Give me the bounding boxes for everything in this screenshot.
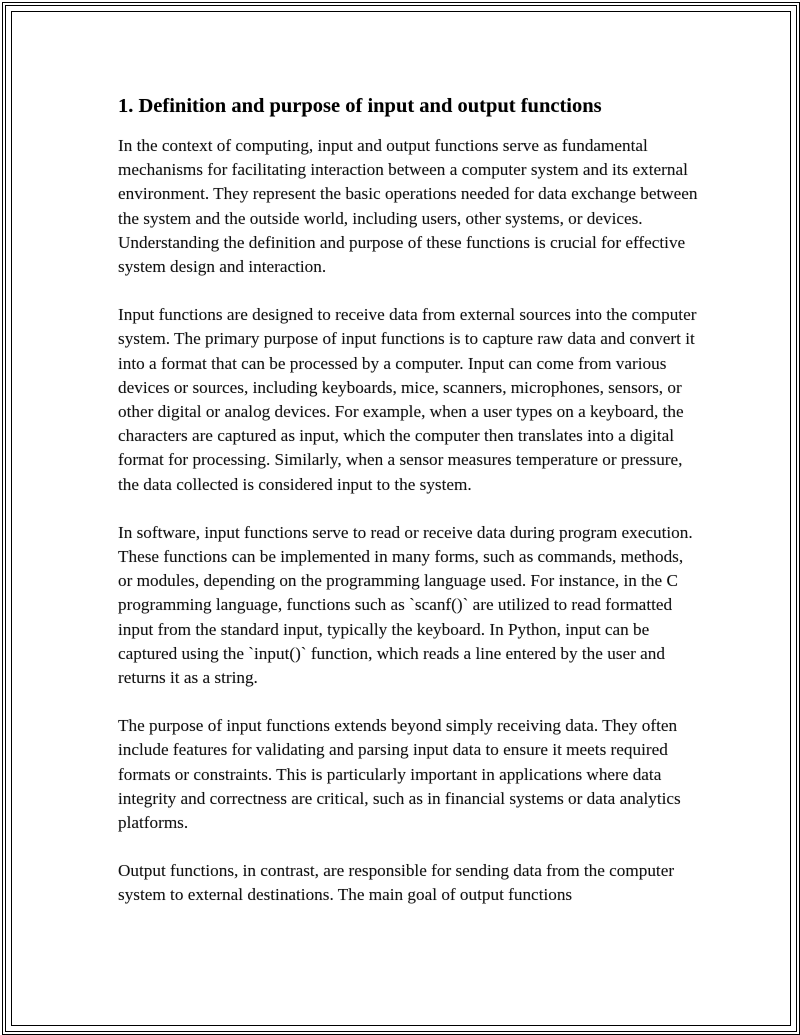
section-heading: 1. Definition and purpose of input and output functions [118,95,602,117]
paragraph-3: In software, input functions serve to read or receive data during program execution. These functions can be implemented in many forms, such as commands, methods, or modules, depending on the programming language used. For instance, in the C programming language, functions such as `scanf()` are utilized to read formatted input from the standard input, typically the keyboard. In Python, input can be captured using the `input()` function, which reads a line entered by the user and returns it as a string. [118,522,693,688]
document-body [118,92,698,932]
paragraph-2: Input functions are designed to receive data from external sources into the computer system. The primary purpose of input functions is to capture raw data and convert it into a format that can be processed by a computer. Input can come from various devices or sources, including keyboards, mice, scanners, microphones, sensors, or other digital or analog devices. For example, when a user types on a keyboard, the characters are captured as input, which the computer then translates into a digital format for processing. Similarly, when a sensor measures temperature or pressure, the data collected is considered input to the system. [118,305,697,494]
paragraph-1: In the context of computing, input and output functions serve as fundamental mechanisms for facilitating interaction between a computer system and its external environment. They represent the basic operations needed for data exchange between the system and the outside world, including users, other systems, or devices. Understanding the definition and purpose of these functions is crucial for effective system design and interaction. [118,136,698,277]
paragraph-4: The purpose of input functions extends beyond simply receiving data. They often include features for validating and parsing input data to ensure it meets required formats or constraints. This is particularly important in applications where data integrity and correctness are critical, such as in financial systems or data analytics platforms. [118,716,681,833]
paragraph-5: Output functions, in contrast, are responsible for sending data from the computer system to external destinations. The main goal of output functions [118,861,675,905]
